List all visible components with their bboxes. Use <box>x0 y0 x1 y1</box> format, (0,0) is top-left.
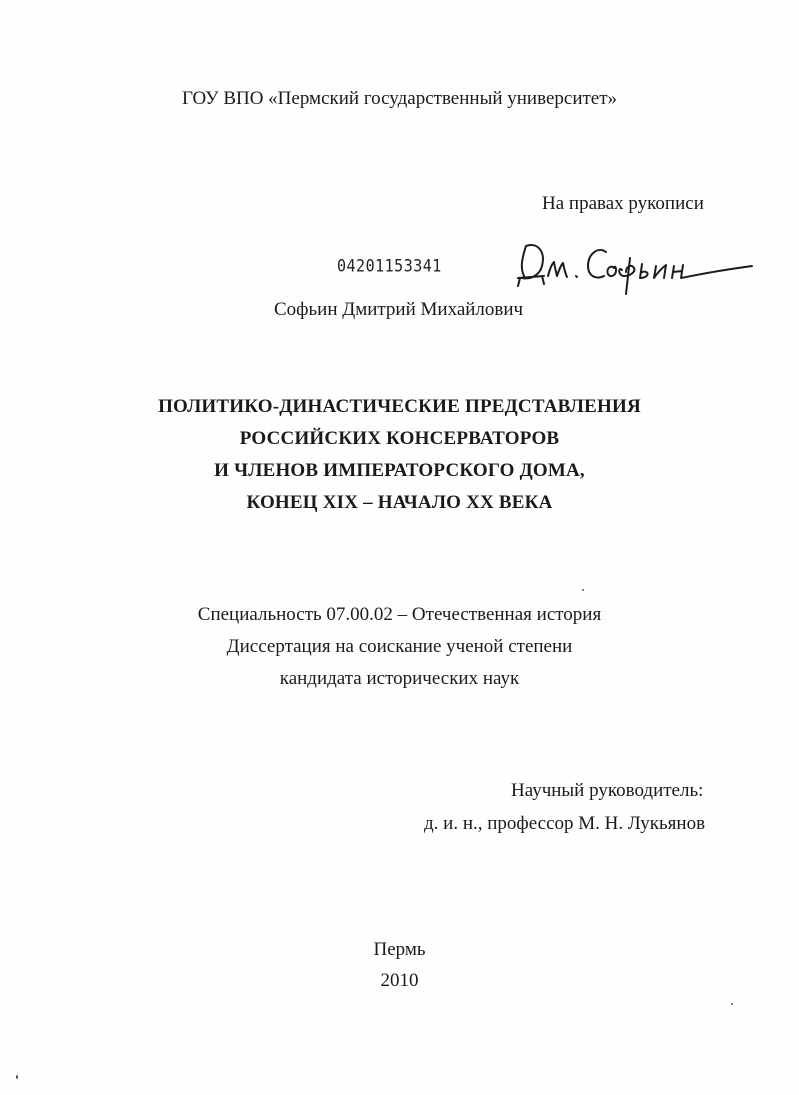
supervisor-name: д. и. н., профессор М. Н. Лукьянов <box>424 813 706 834</box>
specialty-line: Специальность 07.00.02 – Отечественная история <box>197 604 602 625</box>
scan-speck <box>582 589 584 591</box>
degree-line: Диссертация на соискание ученой степени <box>226 636 573 657</box>
title-line: РОССИЙСКИХ КОНСЕРВАТОРОВ <box>239 428 560 449</box>
supervisor-label: Научный руководитель: <box>511 780 704 801</box>
degree-line: кандидата исторических наук <box>279 668 520 689</box>
title-line: КОНЕЦ XIX – НАЧАЛО XX ВЕКА <box>246 492 553 513</box>
title-line: ПОЛИТИКО-ДИНАСТИЧЕСКИЕ ПРЕДСТАВЛЕНИЯ <box>158 396 641 417</box>
rights-note: На правах рукописи <box>542 193 704 214</box>
degree-info <box>0 599 799 695</box>
institution-name: ГОУ ВПО «Пермский государственный университет» <box>181 88 618 109</box>
author-signature <box>512 232 762 302</box>
city: Пермь <box>373 939 426 960</box>
scan-speck <box>731 1003 733 1005</box>
year: 2010 <box>380 970 419 991</box>
dissertation-title <box>0 391 799 519</box>
author-name: Софьин Дмитрий Михайлович <box>274 299 524 320</box>
title-line: И ЧЛЕНОВ ИМПЕРАТОРСКОГО ДОМА, <box>214 460 585 481</box>
registration-number: 04201153341 <box>337 255 442 277</box>
scan-speck <box>16 1075 18 1079</box>
